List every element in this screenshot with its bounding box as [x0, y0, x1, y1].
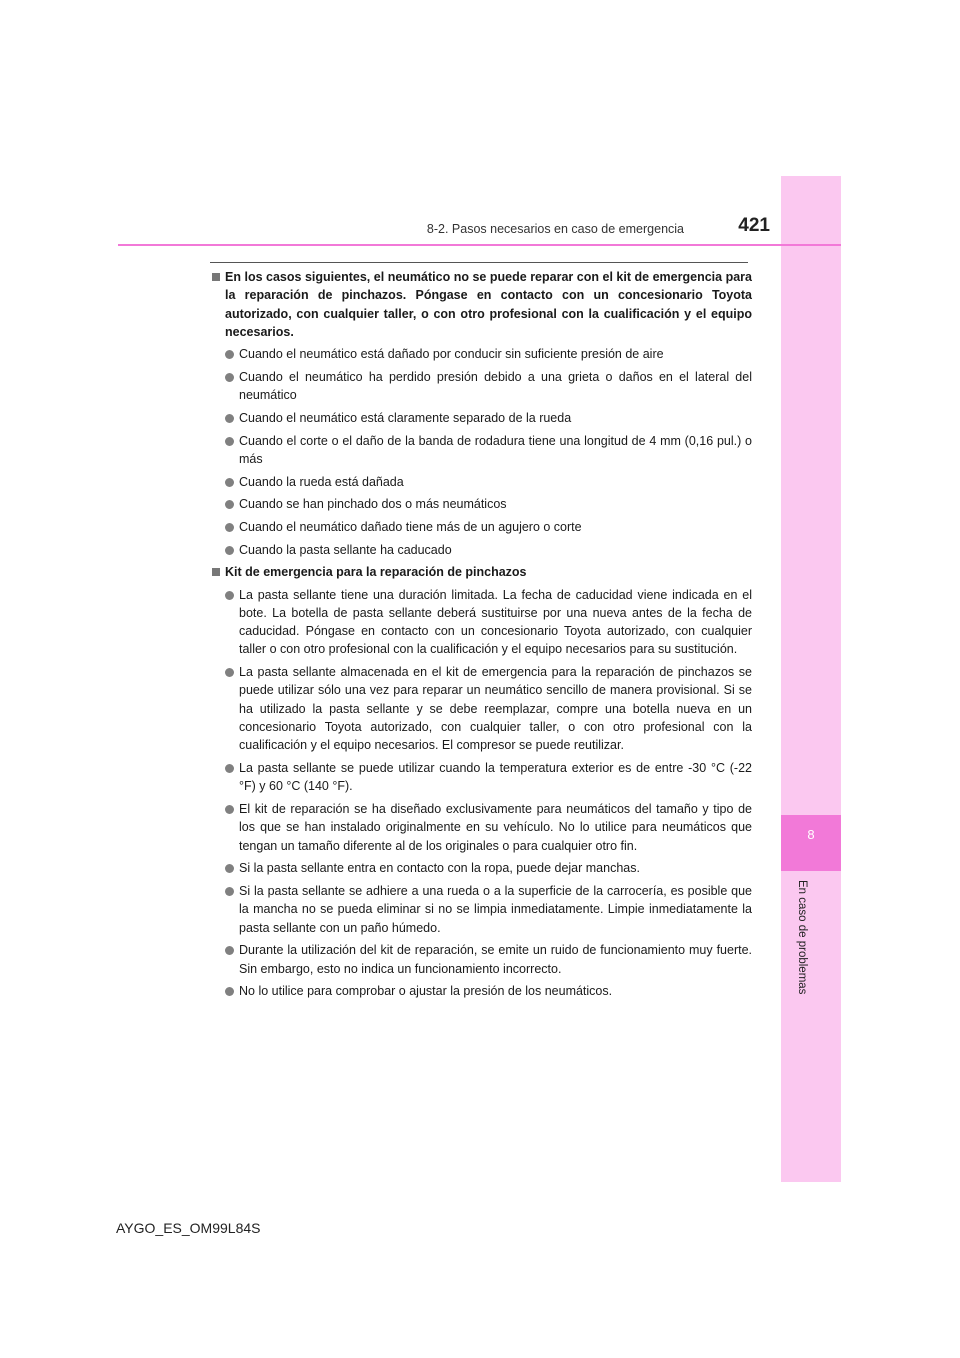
list-item: Cuando el corte o el daño de la banda de rodadura tiene una longitud de 4 mm (0,16 pul.) o más [212, 432, 752, 469]
list-item: Cuando el neumático dañado tiene más de un agujero o corte [212, 518, 752, 536]
section-title-kit [212, 563, 752, 581]
cases-list [212, 345, 752, 559]
header-section-title: 8-2. Pasos necesarios en caso de emergencia [426, 222, 684, 236]
list-item: Durante la utilización del kit de reparación, se emite un ruido de funcionamiento muy fuerte. Sin embargo, esto no indica un funcionamiento incorrecto. [212, 941, 752, 978]
document-code: AYGO_ES_OM99L84S [116, 1220, 261, 1236]
list-item: La pasta sellante se puede utilizar cuando la temperatura exterior es de entre -30 °C (-22 °F) y 60 °C (140 °F). [212, 759, 752, 796]
header-divider [118, 244, 841, 246]
circle-bullet-icon [225, 591, 234, 600]
circle-bullet-icon [225, 437, 234, 446]
circle-bullet-icon [225, 887, 234, 896]
circle-bullet-icon [225, 805, 234, 814]
page-content [212, 268, 752, 1005]
section-title-text: Kit de emergencia para la reparación de pinchazos [225, 565, 527, 580]
list-item: Cuando la pasta sellante ha caducado [212, 541, 752, 559]
chapter-tab [781, 815, 841, 871]
circle-bullet-icon [225, 764, 234, 773]
page-number: 421 [738, 215, 770, 236]
list-item: Si la pasta sellante se adhiere a una rueda o a la superficie de la carrocería, es posible que la mancha no se pueda eliminar si no se limpia inmediatamente. Limpie inmediatamente la pasta sellante con un paño húmedo. [212, 882, 752, 937]
list-item: Si la pasta sellante entra en contacto con la ropa, puede dejar manchas. [212, 859, 752, 877]
circle-bullet-icon [225, 946, 234, 955]
circle-bullet-icon [225, 864, 234, 873]
circle-bullet-icon [225, 500, 234, 509]
circle-bullet-icon [225, 373, 234, 382]
list-item: Cuando el neumático está claramente separado de la rueda [212, 409, 752, 427]
list-item: La pasta sellante tiene una duración limitada. La fecha de caducidad viene indicada en el bote. La botella de pasta sellante deberá sustituirse por una nueva antes de la fecha de caducidad. Póngase en contacto con un concesionario Toyota autorizado, con cualquier taller o con otro profesional con la cualificación y el equipo necesarios para su sustitución. [212, 586, 752, 659]
circle-bullet-icon [225, 414, 234, 423]
square-bullet-icon [212, 273, 220, 281]
content-top-rule [210, 262, 748, 263]
circle-bullet-icon [225, 987, 234, 996]
square-bullet-icon [212, 568, 220, 576]
circle-bullet-icon [225, 523, 234, 532]
circle-bullet-icon [225, 478, 234, 487]
list-item: Cuando se han pinchado dos o más neumáticos [212, 495, 752, 513]
circle-bullet-icon [225, 350, 234, 359]
list-item: Cuando el neumático está dañado por conducir sin suficiente presión de aire [212, 345, 752, 363]
chapter-side-strip [781, 176, 841, 1182]
list-item: La pasta sellante almacenada en el kit de emergencia para la reparación de pinchazos se puede utilizar sólo una vez para reparar un neumático sencillo de manera provisional. Si se ha utilizado la pasta sellante y se debe reemplazar, compre una botella nueva en un concesionario Toyota autorizado, con cualquier taller, o con otro profesional con la cualificación y el equipo necesarios. El compresor se puede reutilizar. [212, 663, 752, 754]
list-item: Cuando el neumático ha perdido presión debido a una grieta o daños en el lateral del neumático [212, 368, 752, 405]
chapter-number: 8 [807, 827, 815, 842]
circle-bullet-icon [225, 668, 234, 677]
list-item: El kit de reparación se ha diseñado exclusivamente para neumáticos del tamaño y tipo de los que se han instalado originalmente en su vehículo. No lo utilice para neumáticos que tengan un tamaño diferente al de los originales o para cualquier otro fin. [212, 800, 752, 855]
chapter-title: En caso de problemas [796, 880, 808, 995]
section-title-text: En los casos siguientes, el neumático no se puede reparar con el kit de emergencia para la reparación de pinchazos. Póngase en contacto con un concesionario Toyota autorizado, con cualquier taller, o con otro profesional con la cualificación y el equipo necesarios. [225, 270, 752, 339]
list-item: Cuando la rueda está dañada [212, 473, 752, 491]
kit-notes-list [212, 586, 752, 1001]
list-item: No lo utilice para comprobar o ajustar la presión de los neumáticos. [212, 982, 752, 1000]
section-title-cases [212, 268, 752, 341]
circle-bullet-icon [225, 546, 234, 555]
